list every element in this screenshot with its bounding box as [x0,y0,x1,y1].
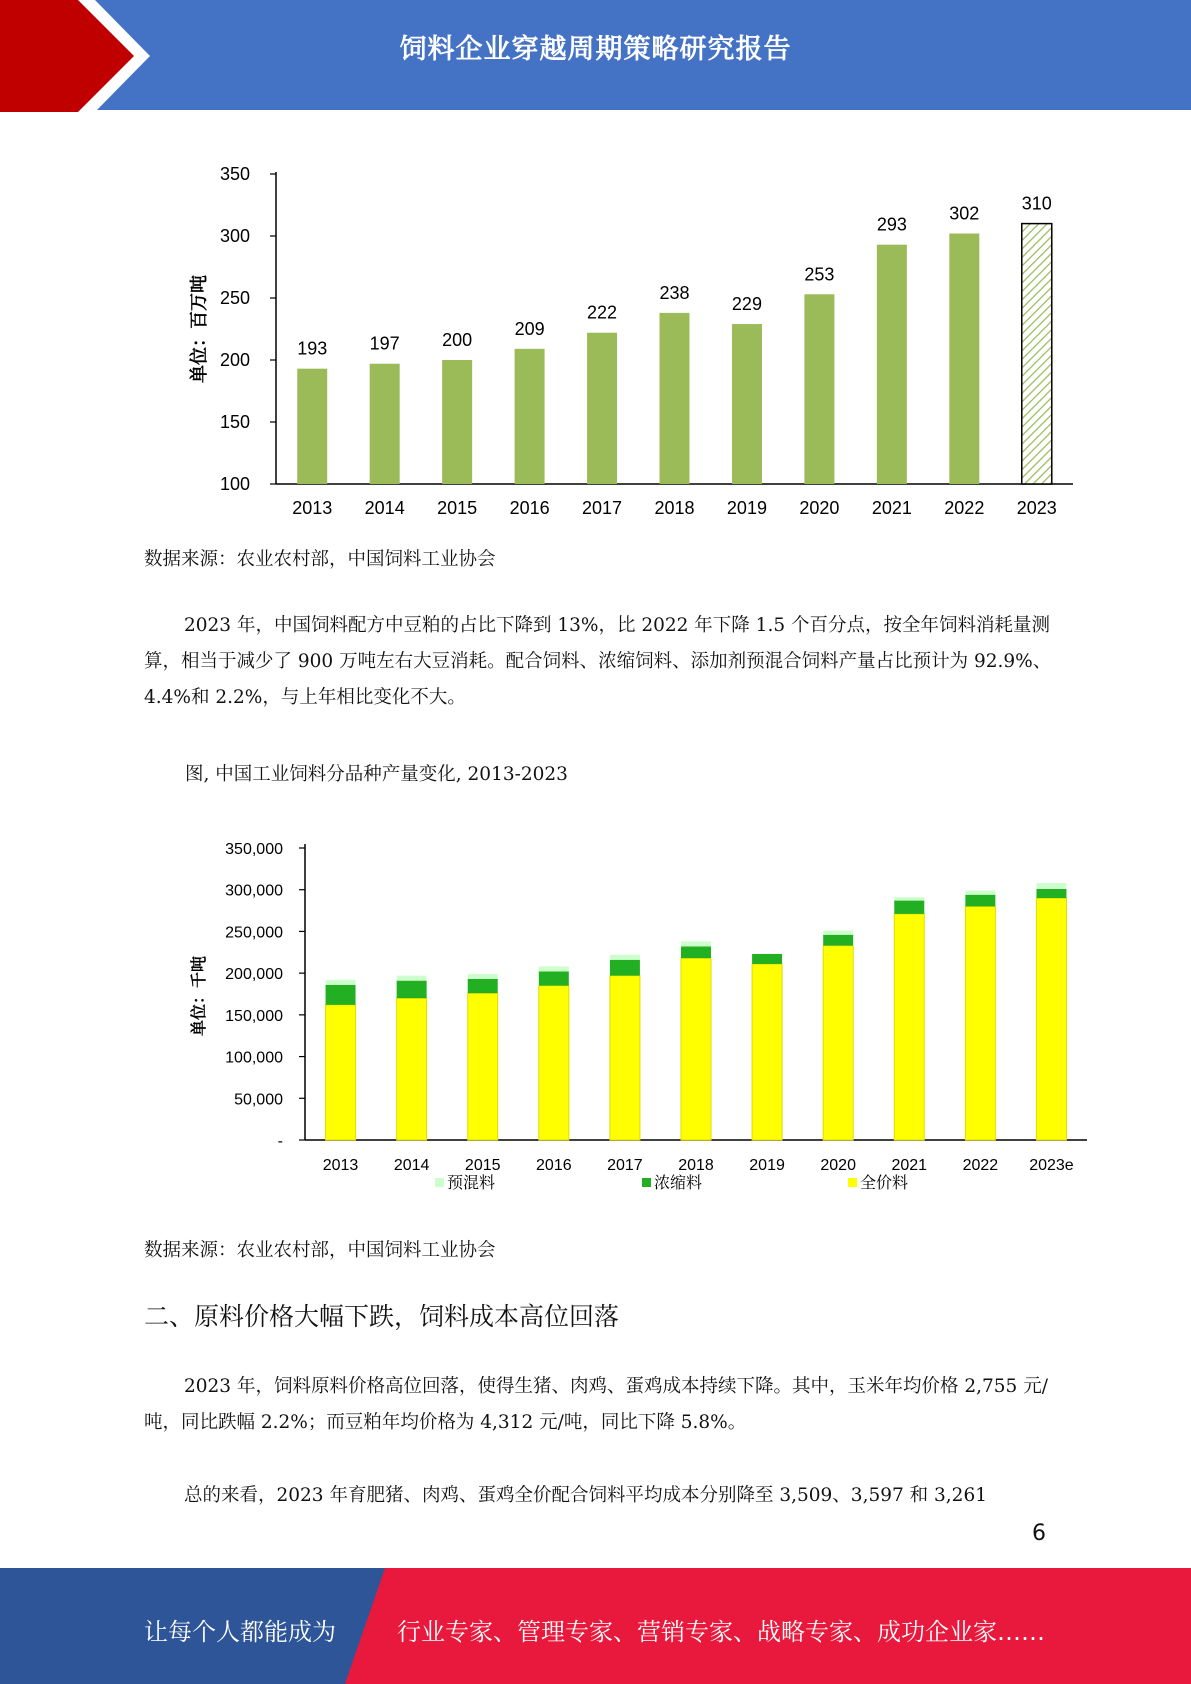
y-tick-label: 300 [219,226,250,246]
y-tick-label: 350 [219,164,250,184]
bar-segment-2016 [539,986,569,1140]
chart2-source: 数据来源：农业农村部，中国饲料工业协会 [144,1240,496,1261]
x-tick-label: 2013 [292,498,333,518]
bar-segment-2020 [823,935,853,946]
y-tick-label: - [277,1133,283,1150]
x-tick-label: 2017 [607,1157,643,1174]
x-tick-label: 2019 [726,498,767,518]
bar-segment-2017 [610,976,640,1140]
bar-segment-2018 [681,941,711,946]
section-heading: 二、原料价格大幅下跌，饲料成本高位回落 [144,1302,620,1331]
value-label-2017: 222 [587,302,618,323]
x-tick-label: 2018 [654,498,695,518]
x-tick-label: 2018 [678,1157,714,1174]
bar-2022 [949,234,979,484]
bar-segment-2015 [468,974,498,979]
y-tick-label: 200,000 [225,966,283,984]
bar-segment-2019 [752,954,782,964]
y-tick-label: 300,000 [225,882,283,900]
footer-slogan-left: 让每个人都能成为 [144,1618,336,1646]
bar-2020 [804,294,834,484]
x-tick-label: 2020 [799,498,840,518]
bar-2017 [587,333,617,484]
x-tick-label: 2017 [582,498,623,518]
paragraph-soybean-meal: 2023 年，中国饲料配方中豆粕的占比下降到 13%，比 2022 年下降 1.5 个百分点，按全年饲料消耗量测算，相当于减少了 900 万吨左右大豆消耗。配合饲料、浓缩饲料、添加剂预混合饲料产量占比预计为 92.9%、4.4%和 2.2%，与上年相比变化不大。 [144,615,1052,708]
value-label-2022: 302 [949,203,980,224]
bar-segment-2014 [397,998,427,1140]
x-tick-label: 2020 [820,1157,856,1174]
x-tick-label: 2015 [464,1157,501,1174]
chart1-source: 数据来源：农业农村部，中国饲料工业协会 [144,549,496,570]
chart-total-feed-output [0,150,1191,530]
x-tick-label: 2016 [536,1157,572,1174]
bar-2018 [660,313,690,484]
bar-segment-2019 [752,964,782,1140]
bar-segment-2022 [965,895,995,907]
paragraph-raw-material-prices: 2023 年，饲料原料价格高位回落，使得生猪、肉鸡、蛋鸡成本持续下降。其中，玉米年均价格 2,755 元/吨，同比跌幅 2.2%；而豆粕年均价格为 4,312 元/吨，同比下降 5.8%。 [144,1376,1048,1433]
bar-segment-2016 [539,971,569,985]
report-title: 饲料企业穿越周期策略研究报告 [399,34,792,65]
bar-segment-2023e [1036,898,1066,1140]
value-label-2016: 209 [514,318,545,339]
bar-2013 [297,369,327,484]
x-tick-label: 2022 [962,1157,999,1174]
bar-segment-2013 [326,980,356,985]
y-tick-label: 150 [219,412,250,432]
x-tick-label: 2023e [1029,1157,1074,1174]
value-label-2014: 197 [369,333,400,354]
bar-segment-2022 [965,891,995,895]
value-label-2021: 293 [876,214,907,235]
x-tick-label: 2015 [437,498,478,518]
bar-segment-2014 [397,981,427,999]
bar-segment-2021 [894,914,924,1140]
y-tick-label: 100,000 [225,1049,283,1067]
bar-segment-2017 [610,960,640,976]
x-tick-label: 2019 [749,1157,785,1174]
y-axis-label: 单位：百万吨 [189,275,209,383]
value-label-2019: 229 [731,294,762,315]
page-number: 6 [1032,1521,1046,1546]
bar-segment-2013 [326,1005,356,1140]
legend-swatch [848,1178,857,1187]
bar-2019 [732,324,762,484]
bar-segment-2017 [610,955,640,960]
bar-segment-2021 [894,897,924,900]
bar-segment-2021 [894,901,924,914]
x-tick-label: 2023 [1016,498,1057,518]
value-label-2018: 238 [659,282,690,303]
bar-segment-2020 [823,931,853,935]
value-label-2023: 310 [1021,193,1052,214]
value-label-2013: 193 [297,338,328,359]
y-axis-label: 单位：千吨 [191,955,208,1037]
y-tick-label: 100 [219,474,250,494]
x-tick-label: 2021 [871,498,912,518]
legend-label: 浓缩料 [654,1175,703,1192]
x-tick-label: 2014 [393,1157,430,1174]
y-tick-label: 50,000 [234,1091,283,1109]
y-tick-label: 250,000 [225,924,283,942]
value-label-2015: 200 [442,330,473,350]
x-tick-label: 2022 [944,498,985,518]
bar-segment-2023e [1036,883,1066,889]
bar-segment-2018 [681,958,711,1140]
value-label-2020: 253 [804,264,835,285]
bar-segment-2015 [468,993,498,1140]
chart-feed-by-type [0,830,1191,1210]
x-tick-label: 2013 [322,1157,359,1174]
bar-2015 [442,360,472,484]
legend-swatch [435,1178,444,1187]
paragraph-feed-cost: 总的来看，2023 年育肥猪、肉鸡、蛋鸡全价配合饲料平均成本分别降至 3,509、3,597 和 3,261 [184,1485,987,1506]
bar-segment-2023e [1036,889,1066,898]
x-tick-label: 2016 [509,498,550,518]
bar-segment-2014 [397,976,427,981]
legend-swatch [642,1178,651,1187]
x-tick-label: 2021 [891,1157,928,1174]
bar-2014 [370,364,400,484]
chart2-caption: 图, 中国工业饲料分品种产量变化, 2013-2023 [185,764,568,785]
bar-segment-2022 [965,906,995,1140]
bar-2023 [1022,224,1052,484]
y-tick-label: 350,000 [225,841,283,858]
y-tick-label: 250 [219,288,250,308]
legend-label: 全价料 [860,1175,909,1192]
bar-2021 [877,245,907,484]
bar-segment-2018 [681,946,711,958]
y-tick-label: 200 [219,350,250,370]
legend-label: 预混料 [447,1175,496,1192]
bar-2016 [515,349,545,484]
footer-slogan-right: 行业专家、管理专家、营销专家、战略专家、成功企业家…… [397,1618,1045,1646]
y-tick-label: 150,000 [225,1007,283,1025]
bar-segment-2020 [823,946,853,1140]
x-tick-label: 2014 [364,498,405,518]
bar-segment-2015 [468,979,498,993]
bar-segment-2016 [539,966,569,971]
bar-segment-2013 [326,985,356,1005]
